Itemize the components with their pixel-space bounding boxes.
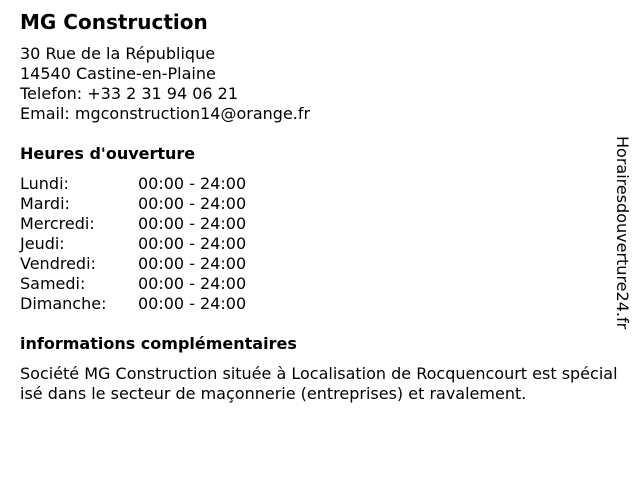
day-label: Dimanche: — [20, 294, 107, 313]
time-range: 00:00 - 24:00 — [138, 214, 247, 233]
hours-row-wednesday — [20, 214, 246, 234]
time-range: 00:00 - 24:00 — [138, 194, 247, 213]
address-line-street: 30 Rue de la République — [20, 44, 216, 63]
day-label: Vendredi: — [20, 254, 96, 273]
hours-row-tuesday — [20, 194, 246, 214]
time-range: 00:00 - 24:00 — [138, 254, 247, 273]
hours-row-friday — [20, 254, 246, 274]
hours-row-sunday — [20, 294, 246, 314]
company-description: Société MG Construction située à Localisation de Rocquencourt est spécialisé dans le secteur de maçonnerie (entreprises) et ravalement. — [20, 364, 618, 403]
company-contact-block — [20, 44, 310, 124]
opening-hours-heading: Heures d'ouverture — [20, 144, 196, 163]
hours-row-saturday — [20, 274, 246, 294]
time-range: 00:00 - 24:00 — [138, 274, 247, 293]
company-name: MG Construction — [20, 10, 208, 34]
time-range: 00:00 - 24:00 — [138, 174, 247, 193]
hours-row-monday — [20, 174, 246, 194]
time-range: 00:00 - 24:00 — [138, 294, 247, 313]
day-label: Jeudi: — [20, 234, 65, 253]
day-label: Lundi: — [20, 174, 69, 193]
phone-number: Telefon: +33 2 31 94 06 21 — [20, 84, 239, 103]
address-line-city: 14540 Castine-en-Plaine — [20, 64, 216, 83]
email-address: Email: mgconstruction14@orange.fr — [20, 104, 311, 123]
opening-hours-table — [20, 174, 246, 314]
additional-info-heading: informations complémentaires — [20, 334, 297, 353]
day-label: Mardi: — [20, 194, 70, 213]
day-label: Mercredi: — [20, 214, 95, 233]
site-watermark: Horairesdouverture24.fr — [613, 136, 632, 330]
time-range: 00:00 - 24:00 — [138, 234, 247, 253]
day-label: Samedi: — [20, 274, 86, 293]
hours-row-thursday — [20, 234, 246, 254]
